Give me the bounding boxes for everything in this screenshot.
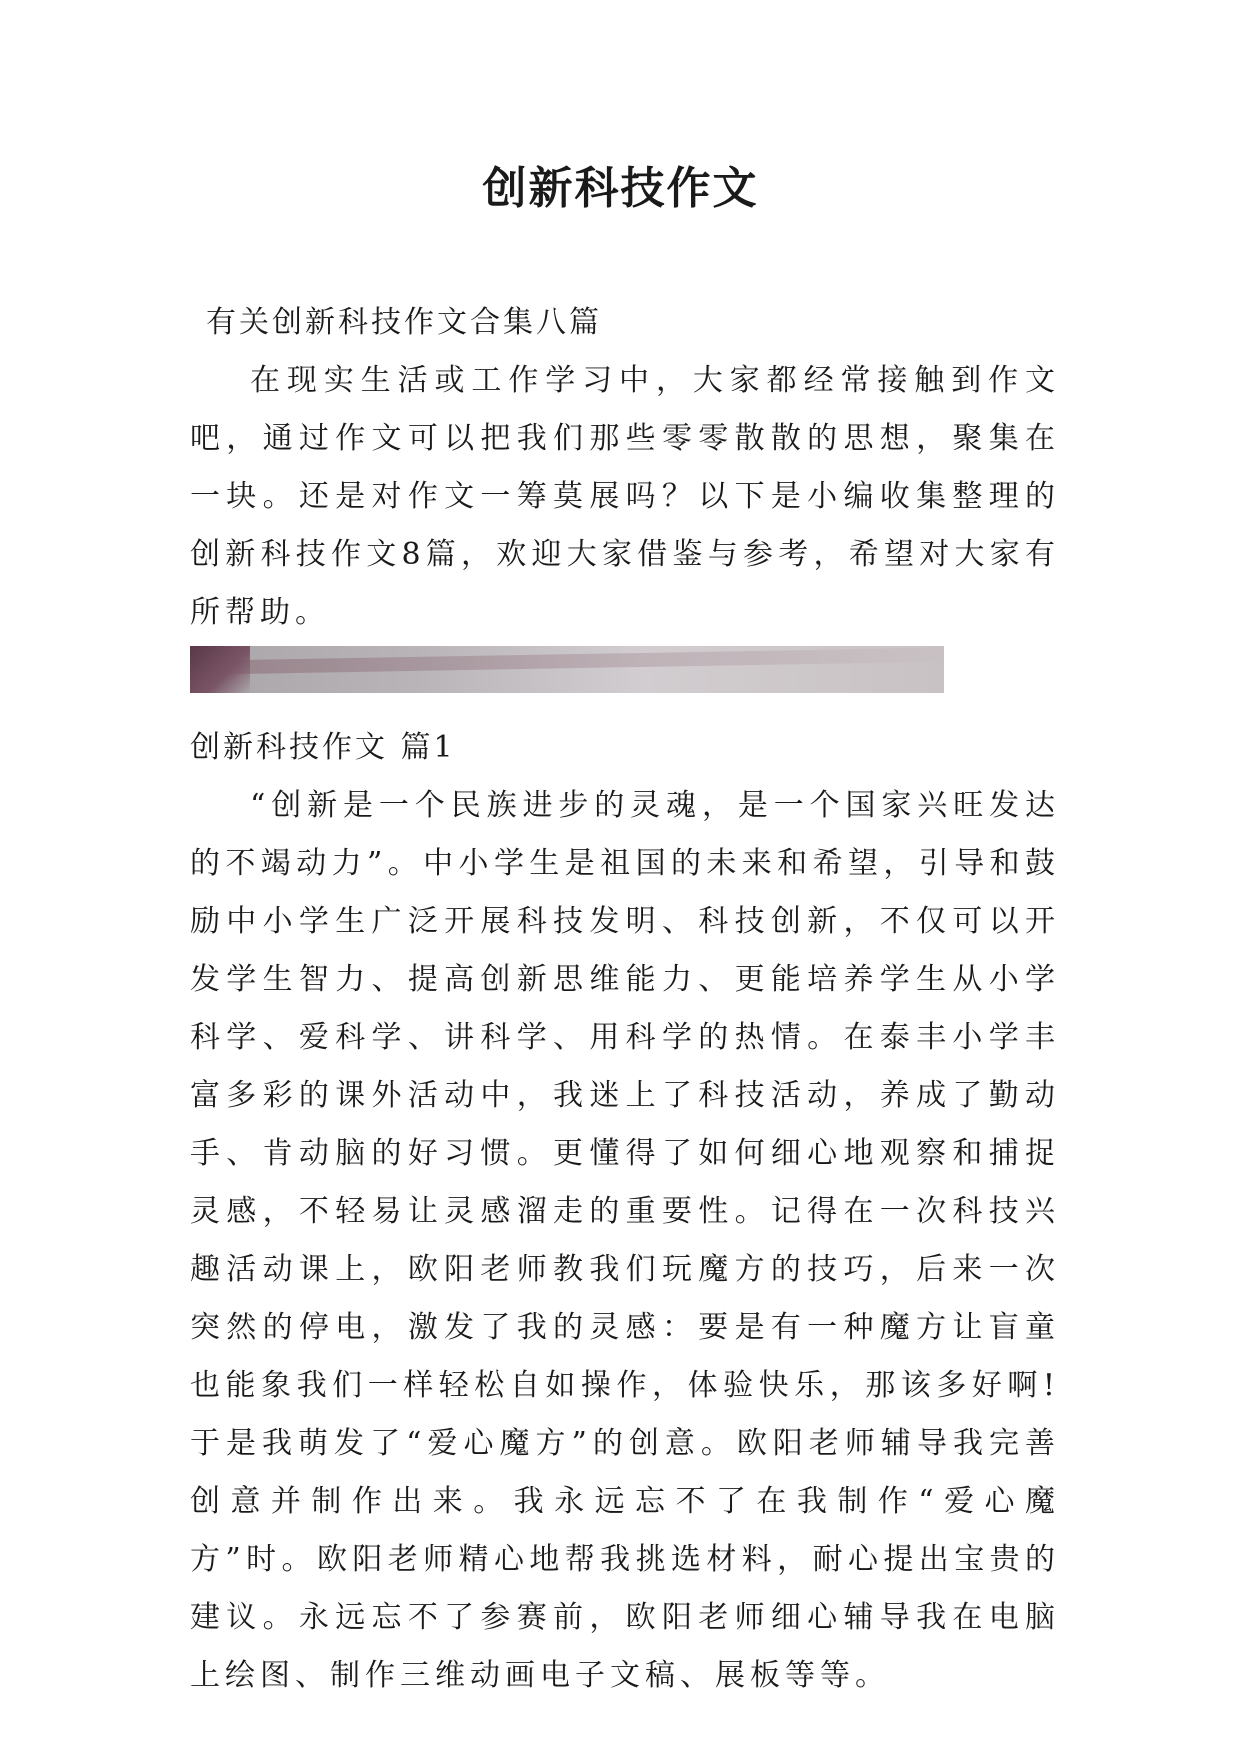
section-body-paragraph: “创新是一个民族进步的灵魂，是一个国家兴旺发达的不竭动力”。中小学生是祖国的未来和希望，引导和鼓励中小学生广泛开展科技发明、科技创新，不仅可以开发学生智力、提高创新思维能力、更能培养学生从小学科学、爱科学、讲科学、用科学的热情。在泰丰小学丰富多彩的课外活动中，我迷上了科技活动，养成了勤动手、肯动脑的好习惯。更懂得了如何细心地观察和捕捉灵感，不轻易让灵感溜走的重要性。记得在一次科技兴趣活动课上，欧阳老师教我们玩魔方的技巧，后来一次突然的停电，激发了我的灵感：要是有一种魔方让盲童也能象我们一样轻松自如操作，体验快乐，那该多好啊!于是我萌发了“爱心魔方”的创意。欧阳老师辅导我完善创意并制作出来。我永远忘不了在我制作“爱心魔方”时。欧阳老师精心地帮我挑选材料，耐心提出宝贵的建议。永远忘不了参赛前，欧阳老师细心辅导我在电脑上绘图、制作三维动画电子文稿、展板等等。	[190, 788, 1060, 1693]
cropped-photo-strip	[190, 646, 944, 693]
intro-paragraph: 在现实生活或工作学习中，大家都经常接触到作文吧，通过作文可以把我们那些零零散散的思想，聚集在一块。还是对作文一筹莫展吗？以下是小编收集整理的创新科技作文8篇，欢迎大家借鉴与参考，希望对大家有所帮助。	[190, 363, 1060, 630]
document-content	[190, 294, 1060, 1705]
document-subtitle: 有关创新科技作文合集八篇	[206, 305, 602, 340]
section-heading: 创新科技作文 篇1	[190, 730, 456, 765]
photo-band	[220, 648, 944, 675]
photo-shade	[190, 646, 250, 693]
document-title: 创新科技作文	[482, 163, 759, 214]
